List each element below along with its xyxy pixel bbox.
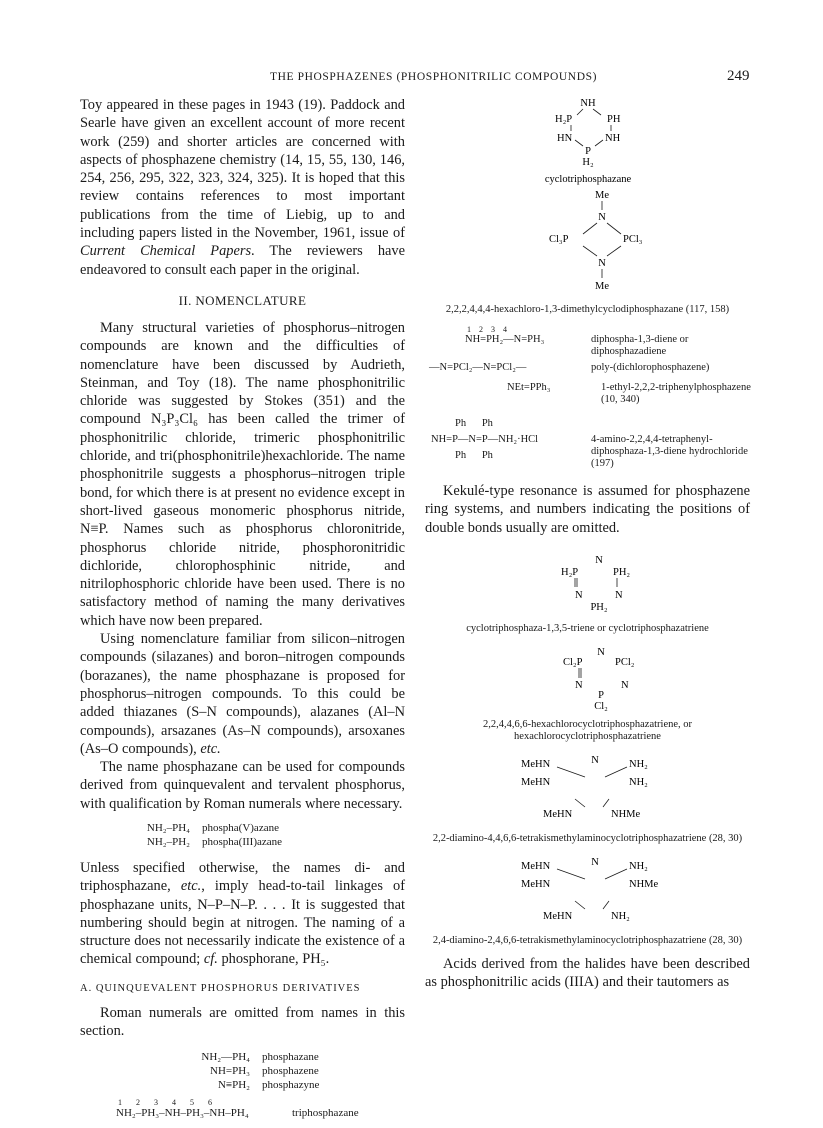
triphosphazane-formula: 1 2 3 4 5 6 NH₂–PH₃–NH–PH₃–NH–PH₄ triphosphazane: [116, 1098, 359, 1120]
atom-label: PH₂: [590, 601, 608, 613]
structure-hexachlorocyclotriphosphazatriene: [425, 645, 750, 711]
structure-diamino-tetrakis-2-2: [425, 753, 750, 829]
left-column: [80, 96, 405, 1128]
atom-label: N: [598, 258, 606, 269]
structure-caption: 2,2,2,4,4,4-hexachloro-1,3-dimethylcyclodiphosphazane (117, 158): [445, 304, 730, 315]
atom-label: N: [598, 212, 606, 223]
formula-list-1: [80, 821, 405, 849]
atom-label: MeHN: [521, 860, 551, 872]
atom-label: H₂P: [555, 114, 573, 125]
atom-label: Cl₂P: [563, 656, 583, 668]
right-column: [425, 96, 750, 991]
formula-row: NH₂–PH₂ phospha(III)azane: [146, 835, 283, 848]
atom-label: PCl₂: [615, 656, 635, 668]
paragraph-quinquevalent: The name phosphazane can be used for compounds derived from quinquevalent and tervalent phosphorus, with qualification by Roman numerals where necessary.: [80, 759, 405, 812]
atom-label: Me: [595, 190, 609, 201]
page-number: 249: [727, 68, 750, 84]
formula-row: NH=PH₃ phosphazene: [210, 1065, 319, 1078]
paragraph-phosphazane: Using nomenclature familiar from silicon–nitrogen compounds (silazanes) and boron–nitrogen compounds (borazanes), the name phosphazane is proposed for phosphorus–nitrogen compounds. To this could be added thiazanes (S–N compounds), alazanes (Al–N compounds), arsazanes (As–N compounds), arsoxanes (As–O compounds), etc.: [80, 631, 405, 757]
atom-label: NH: [605, 133, 621, 144]
atom-label: P: [598, 689, 604, 701]
atom-label: MeHN: [521, 776, 551, 788]
atom-label: N: [595, 554, 603, 566]
atom-label: NH₂: [629, 776, 648, 788]
atom-label: N: [591, 754, 599, 766]
structure-caption: cyclotriphosphazane: [544, 174, 632, 185]
atom-label: N: [615, 589, 623, 601]
atom-label: PH: [607, 114, 621, 125]
atom-label: MeHN: [543, 910, 573, 922]
atom-label: NH₂: [611, 910, 630, 922]
atom-label: N: [621, 679, 629, 691]
structure-cyclotriphosphazatriene: [425, 553, 750, 619]
atom-label: MeHN: [521, 878, 551, 890]
atom-label: NH₂: [629, 758, 648, 770]
atom-label: PCl₃: [623, 234, 643, 245]
atom-label: HN: [557, 133, 573, 144]
section-heading: II. NOMENCLATURE: [178, 292, 307, 308]
atom-label: Cl₃P: [549, 234, 569, 245]
atom-label: PH₂: [613, 566, 631, 578]
subsection-heading: A. QUINQUEVALENT PHOSPHORUS DERIVATIVES: [80, 982, 361, 994]
formula-table: 1 2 3 4 NH=PH₂—N=PH₃ diphospha-1,3-diene or diphosphazadiene —N=PCl₂—N=PCl₂— poly-(dichlorophosphazene) NEt=PPh₃ 1-ethyl-2,2,2-triphenylphosphazene (10, 340) Ph Ph NH=P—N=P—NH₂·HCl Ph Ph 4-amino-2,2,4,4-tetraphenyl-diphosphaza-1,3-diene hydrochloride (197): [429, 325, 751, 469]
atom-label: NH: [580, 98, 596, 109]
atom-label: N: [597, 646, 605, 658]
atom-label: NHMe: [629, 878, 659, 890]
atom-label: Me: [595, 281, 609, 292]
atom-label: NHMe: [611, 808, 641, 820]
structure-caption: 2,2-diamino-4,4,6,6-tetrakismethylaminocyclotriphosphazatriene (28, 30): [432, 832, 743, 844]
atom-label: P: [585, 146, 591, 157]
running-title: THE PHOSPHAZENES (PHOSPHONITRILIC COMPOUNDS): [270, 71, 598, 83]
paragraph-numbering: Unless specified otherwise, the names di- and triphosphazane, etc., imply head-to-tail linkages of phosphazane units, N–P–N–P. . . . It is suggested that numbering should begin at nitrogen. The naming of a structure does not necessarily indicate the existence of a chemical compound; cf. phosphorane, PH₅.: [80, 859, 406, 968]
formula-row: N≡PH₂ phosphazyne: [217, 1079, 320, 1092]
formula-row: NH₂—PH₄ phosphazane: [201, 1051, 319, 1064]
formula-row: NH₂–PH₄ phospha(V)azane: [146, 821, 279, 834]
structure-caption: cyclotriphosphaza-1,3,5-triene or cyclotriphosphazatriene: [466, 622, 709, 634]
structure-cyclodiphosphazane: [425, 186, 750, 306]
structure-caption: 2,2,4,4,6,6-hexachlorocyclotriphosphazatriene, or hexachlorocyclotriphosphazatriene: [482, 718, 693, 742]
paragraph-roman: Roman numerals are omitted from names in this section.: [80, 1004, 405, 1040]
atom-label: NH₂: [629, 860, 648, 872]
structure-caption: 2,4-diamino-2,4,6,6-tetrakismethylaminocyclotriphosphazatriene (28, 30): [432, 934, 743, 946]
atom-label: N: [575, 589, 583, 601]
atom-label: N: [575, 679, 583, 691]
paragraph-nomenclature: Many structural varieties of phosphorus–nitrogen compounds are known and the difficulties of nomenclature have been discussed by Audrieth, Steinman, and Toy (18). The name phosphonitrilic chloride was suggested by Stokes (351) and the compound N₃P₃Cl₆ has been called the trimer of phosphonitrilic chloride, trimeric phosphonitrilic chloride, and tri(phosphonitrile)hexachloride. The name phosphonitrile suggests a phosphorus–nitrogen triple bond, for which there is at present no evidence except in short-lived gaseous monomeric phosphorus nitride, N≡P. Names such as phosphorus chloronitride, phosphorus chloride nitride, phosphoronitridic dichloride, chlorophosphinic nitride, and nitrilophosphoric chloride have been used. There is no satisfactory method of naming the many derivatives which have now been prepared.: [80, 319, 405, 629]
paragraph-intro: Toy appeared in these pages in 1943 (19). Paddock and Searle have given an excellent account of more recent work (259) and shorter articles are concerned with aspects of phosphazene chemistry (14, 15, 55, 130, 146, 254, 256, 295, 322, 323, 324, 325). It is hoped that this review contains references to most important publications from the time of Liebig, up to and including papers listed in the November, 1961, issue of Current Chemical Papers. The reviewers have endeavored to consult each paper in the original.: [80, 97, 405, 278]
structure-diamino-tetrakis-2-4: [425, 855, 750, 931]
formula-list-2: [120, 1050, 405, 1092]
structure-cyclotriphosphazane: [425, 96, 750, 186]
running-header: [0, 68, 823, 91]
atom-label: MeHN: [521, 758, 551, 770]
atom-label: H₂: [582, 157, 594, 168]
atom-label: N: [591, 856, 599, 868]
paragraph-kekule: Kekulé-type resonance is assumed for phosphazene ring systems, and numbers indicating the positions of double bonds usually are omitted.: [425, 483, 750, 536]
atom-label: Cl₂: [594, 700, 608, 711]
paragraph-acids: Acids derived from the halides have been described as phosphonitrilic acids (IIIA) and their tautomers as: [425, 955, 750, 991]
atom-label: H₂P: [561, 566, 579, 578]
atom-label: MeHN: [543, 808, 573, 820]
